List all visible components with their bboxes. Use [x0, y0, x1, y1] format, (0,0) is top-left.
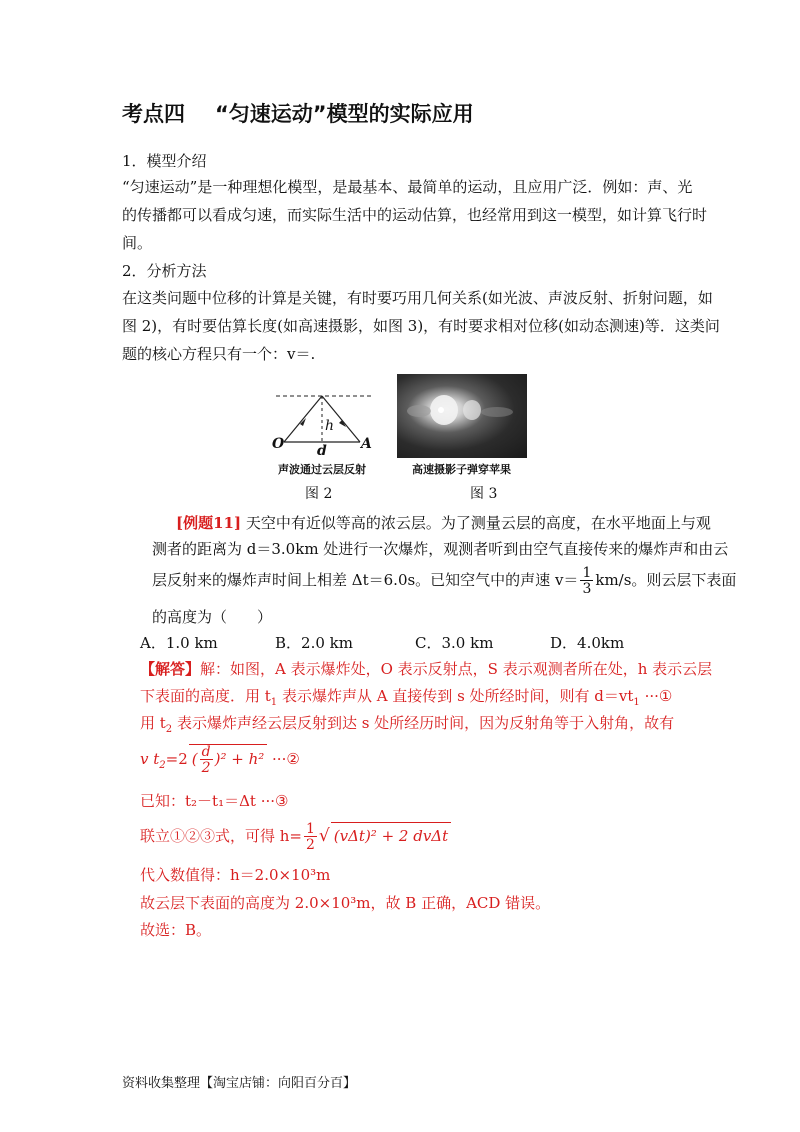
answer-text: 联立①②③式，可得 h=: [140, 827, 302, 845]
bullet-apple-photo: [397, 374, 527, 458]
d-over-2: [200, 745, 213, 775]
final-answer: 故选：B。: [140, 921, 212, 939]
bullet-flash: [438, 407, 444, 413]
sqrt-expression: ( $\frac{d}{2}$ )² + h²: [189, 744, 267, 775]
page-title: [122, 98, 474, 128]
example-tag: [例题11]: [176, 514, 242, 532]
photo-graphic: [397, 374, 527, 458]
figure2-point-o: O: [272, 436, 285, 452]
fraction-denominator: 2: [306, 837, 315, 853]
section2-heading: 2．分析方法: [122, 262, 207, 280]
example-text: km/s。则云层下表面: [595, 571, 737, 589]
section1-line: “匀速运动”是一种理想化模型，是最基本、最简单的运动，且应用广泛．例如：声、光: [122, 178, 693, 196]
section2-line: 图 2)，有时要估算长度(如高速摄影，如图 3)，有时要求相对位移(如动态测速)等．这类问: [122, 317, 720, 335]
section2-line: 在这类问题中位移的计算是关键，有时要巧用几何关系(如光波、声波反射、折射问题，如: [122, 289, 713, 307]
incident-ray: [284, 396, 322, 442]
example-line: [152, 566, 736, 596]
section1-line: 间。: [122, 234, 153, 252]
fraction-numerator: 1: [306, 821, 315, 837]
half-fraction: [304, 822, 317, 852]
figure2-caption: 声波通过云层反射: [278, 463, 366, 476]
answer-line: [140, 710, 674, 743]
figure2-distance-label: d: [317, 443, 327, 459]
equation-2: [140, 744, 300, 779]
substitute-line: 代入数值得：h＝2.0×10³m: [140, 866, 331, 884]
known-line: 已知：t₂－t₁＝Δt ···③: [140, 792, 289, 810]
footer-text: 资料收集整理【淘宝店铺：向阳百分百】: [122, 1076, 357, 1091]
section1-heading: 1．模型介绍: [122, 152, 207, 170]
debris-trail: [481, 407, 513, 417]
figure2-height-label: h: [325, 418, 335, 434]
subscript: 1: [633, 697, 640, 708]
figure2-point-a: A: [361, 436, 372, 452]
subscript: 2: [159, 760, 166, 771]
speed-fraction: [580, 566, 593, 596]
answer-line: [140, 656, 712, 682]
option-a: A．1.0 km: [140, 634, 218, 652]
subscript: 1: [270, 697, 278, 708]
exit-burst: [463, 400, 481, 420]
fraction-numerator: d: [201, 744, 211, 760]
figure3-label: 图 3: [470, 486, 498, 502]
fraction-numerator: 1: [582, 565, 592, 581]
answer-text: 表示爆炸声经云层反射到达 s 处所经历时间，因为反射角等于入射角，故有: [172, 714, 675, 732]
eq-tail: )² + h²: [214, 750, 265, 768]
answer-text: 解：如图，A 表示爆炸处，O 表示反射点，S 表示观测者所在处，h 表示云层: [200, 660, 713, 678]
eq-mark: ···②: [267, 750, 300, 768]
figure3-caption: 高速摄影子弹穿苹果: [412, 463, 511, 476]
example-line: [176, 510, 711, 536]
fraction-denominator: 3: [582, 581, 592, 597]
example-line: 测者的距离为 d＝3.0km 处进行一次爆炸，观测者听到由空气直接传来的爆炸声和由云: [152, 540, 729, 558]
answer-text: 表示爆炸声从 A 直接传到 s 处所经时间，则有 d＝vt: [277, 687, 634, 705]
option-b: B．2.0 km: [275, 634, 353, 652]
subscript: 2: [165, 724, 173, 735]
title-label: 考点四: [122, 102, 185, 126]
answer-tag: 【解答】: [140, 660, 201, 678]
sqrt-expression: (vΔt)² + 2 dvΔt: [331, 822, 451, 849]
eq-lhs: v t: [140, 750, 160, 768]
option-d: D．4.0km: [550, 634, 625, 652]
example-text: 天空中有近似等高的浓云层。为了测量云层的高度，在水平地面上与观: [241, 514, 711, 532]
figure2-label: 图 2: [305, 486, 333, 502]
section1-line: 的传播都可以看成匀速，而实际生活中的运动估算，也经常用到这一模型，如计算飞行时: [122, 206, 708, 224]
eq-equals: =2: [165, 750, 188, 768]
combine-line: 联立①②③式，可得 h= $\frac{1}{2}$ √ (vΔt)² + 2 dvΔt: [140, 822, 451, 852]
example-line: 的高度为（ ）: [152, 608, 273, 626]
option-c: C．3.0 km: [415, 634, 494, 652]
section2-line: 题的核心方程只有一个：v＝.: [122, 345, 316, 363]
answer-text: 下表面的高度．用 t: [140, 687, 271, 705]
fraction-denominator: 2: [201, 760, 211, 776]
title-text: “匀速运动”模型的实际应用: [215, 102, 474, 126]
answer-text: ···①: [639, 687, 673, 705]
conclusion-line: 故云层下表面的高度为 2.0×10³m，故 B 正确，ACD 错误。: [140, 894, 551, 912]
example-text: 层反射来的爆炸声时间上相差 Δt＝6.0s。已知空气中的声速 v＝: [152, 571, 579, 589]
answer-text: 用 t: [140, 714, 166, 732]
entry-trail: [407, 405, 431, 417]
